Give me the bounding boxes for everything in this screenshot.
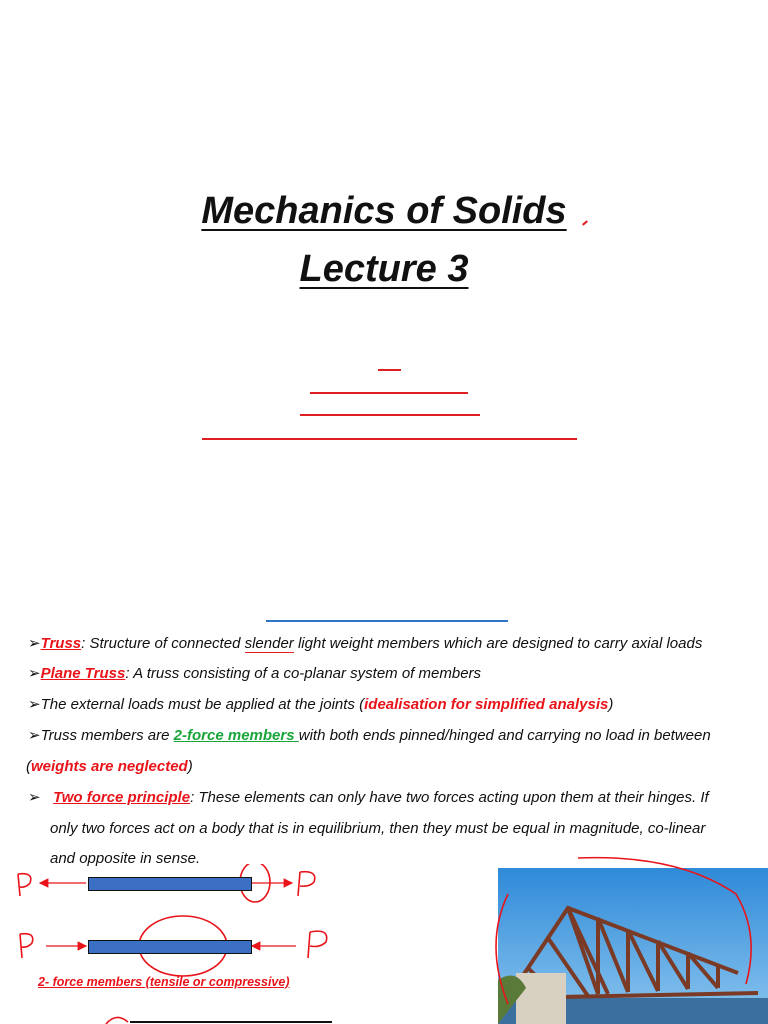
ink-underline-2 <box>310 392 468 394</box>
ink-p-2 <box>298 872 315 896</box>
bullet-arrow-icon: ➢ <box>28 696 41 713</box>
principle-line-3: and opposite in sense. <box>50 850 201 867</box>
bullet-two-force-members-cont: (weights are neglected) <box>26 758 193 775</box>
ink-underline-1 <box>378 369 401 371</box>
lecture-number: Lecture 3 <box>299 248 469 290</box>
figure-caption: 2- force members (tensile or compressive) <box>38 975 290 989</box>
highlight-idealisation: idealisation for simplified analysis <box>364 696 609 713</box>
bullet-two-force-members: ➢Truss members are 2-force members with both ends pinned/hinged and carrying no load in between <box>28 727 711 744</box>
bullet-truss: ➢Truss: Structure of connected slender light weight members which are designed to carry axial loads <box>28 635 703 652</box>
ink-underline-3 <box>300 414 480 416</box>
bullet-arrow-icon: ➢ <box>28 727 41 744</box>
highlight-2-force-members: 2-force members <box>173 727 299 744</box>
ink-underline-4 <box>202 438 577 440</box>
ink-p-4 <box>308 931 327 958</box>
principle-line-2: only two forces act on a body that is in equilibrium, then they must be equal in magnitude, co-linear <box>50 820 706 837</box>
term-two-force-principle: Two force principle <box>53 789 191 806</box>
ink-circle-bridge <box>478 854 768 1024</box>
highlight-weights-neglected: weights are neglected <box>31 758 188 775</box>
bullet-external-loads: ➢The external loads must be applied at the joints (idealisation for simplified analysis) <box>28 696 614 713</box>
term-plane-truss: Plane Truss <box>40 665 126 682</box>
ink-p-1 <box>18 874 31 896</box>
bullet-arrow-icon: ➢ <box>28 789 41 806</box>
bullet-arrow-icon: ➢ <box>28 665 41 682</box>
compressive-member <box>88 940 252 954</box>
ink-p-3 <box>20 934 33 958</box>
word-slender: slender <box>244 635 294 652</box>
bullet-two-force-principle: ➢ Two force principle: These elements can only have two forces acting upon them at their hinges. If <box>28 789 709 806</box>
tensile-member <box>88 877 252 891</box>
term-truss: Truss <box>40 635 82 652</box>
bullet-arrow-icon: ➢ <box>28 635 41 652</box>
bullet-plane-truss: ➢Plane Truss: A truss consisting of a co-planar system of members <box>28 665 482 682</box>
ink-arc <box>106 1017 128 1024</box>
divider-line <box>266 620 508 622</box>
slide-title: Mechanics of Solids <box>201 190 567 232</box>
